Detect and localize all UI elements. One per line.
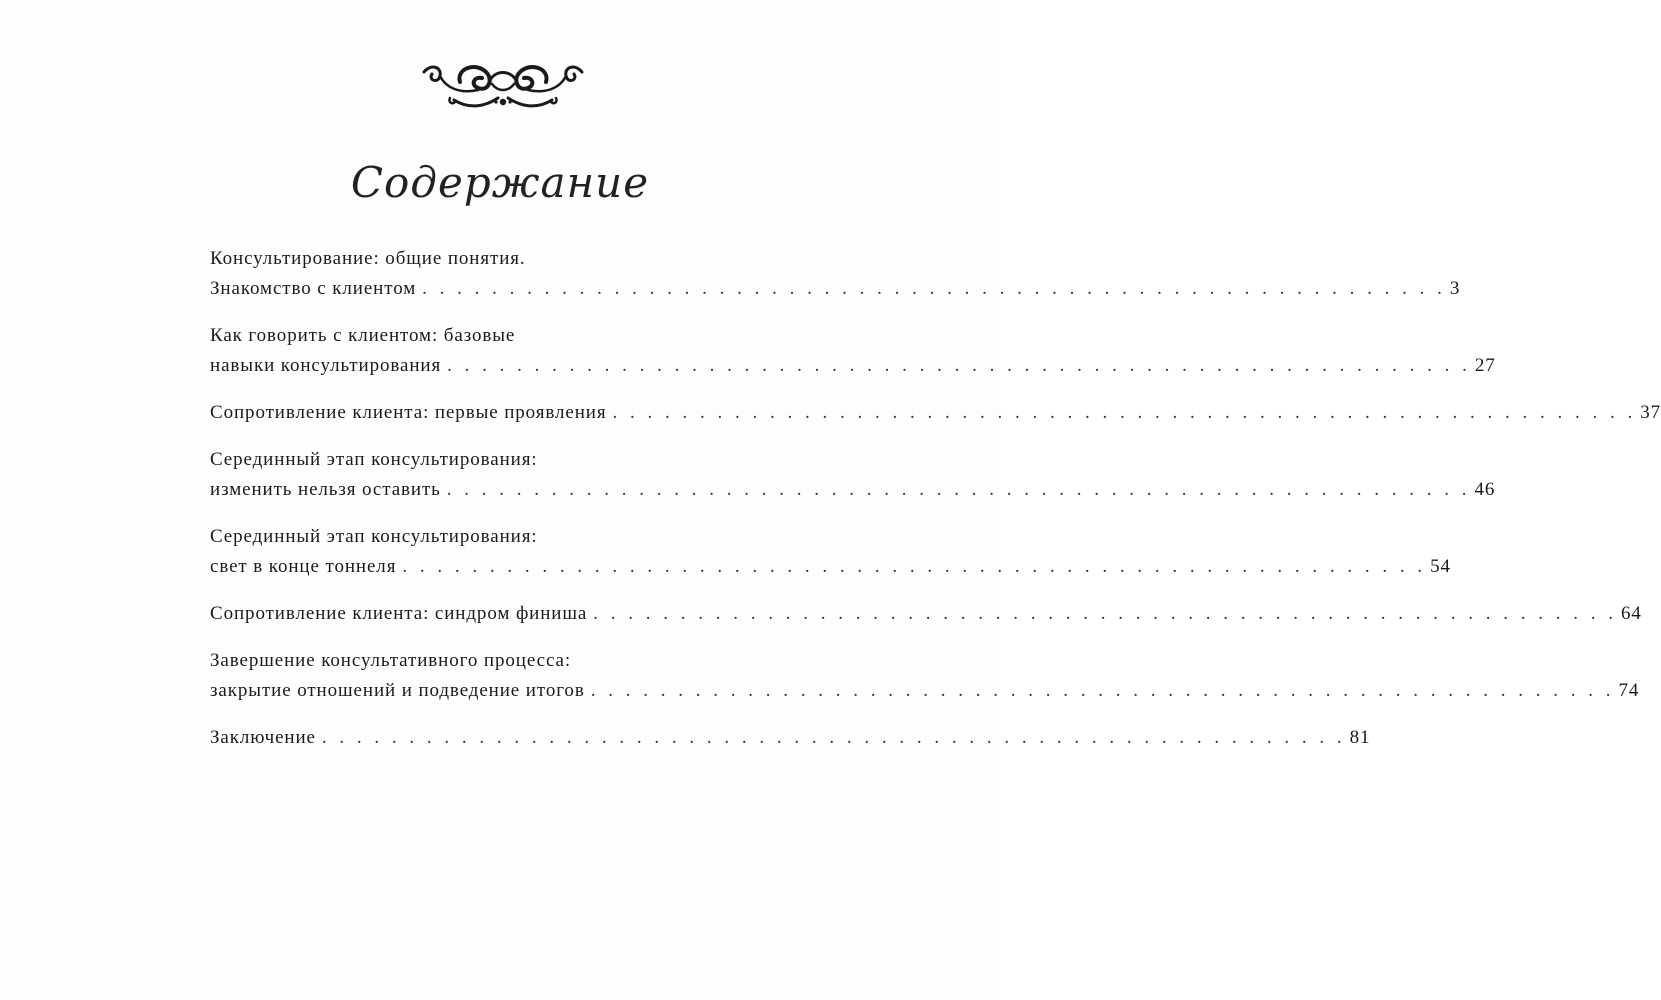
toc-entry-title-line: Сопротивление клиента: первые проявления [210, 402, 607, 423]
toc-entry[interactable] [210, 646, 1640, 706]
toc-entry-title-line: навыки консультирования [210, 355, 442, 376]
toc-entry-title-line: Знакомство с клиентом [210, 278, 417, 299]
toc-page-number: 64 [1620, 603, 1642, 624]
dot-leader: . . . . . . . . . . . . . . . . . . . . . . . . . . . . . . . . . . . . . . . . . . . . . . . . . . . . . . . . . . . [321, 727, 1346, 748]
toc-entry[interactable] [210, 522, 1451, 582]
dot-leader: . . . . . . . . . . . . . . . . . . . . . . . . . . . . . . . . . . . . . . . . . . . . . . . . . . . . . . . . . . . [422, 278, 1446, 299]
toc-entry[interactable] [210, 599, 1642, 629]
toc-entry-last-line [210, 552, 1451, 582]
toc-entry-last-line [210, 723, 1371, 753]
toc-page-number: 27 [1474, 355, 1496, 376]
toc-entry-title-line: Заключение [210, 727, 316, 748]
toc-entry-title-line: изменить нельзя оставить [210, 479, 441, 500]
toc-entry-last-line [210, 475, 1496, 505]
toc-entry[interactable] [210, 445, 1496, 505]
toc-entry-last-line [210, 599, 1642, 629]
toc-entry-title-line: Как говорить с клиентом: базовые [210, 325, 516, 346]
toc-page-number: 81 [1349, 727, 1371, 748]
toc-entry-last-line [210, 351, 1496, 381]
toc-entry-last-line [210, 274, 1461, 304]
toc-entry[interactable] [210, 723, 1371, 753]
toc-entry-last-line [210, 398, 1661, 428]
toc-page-number: 37 [1640, 402, 1661, 423]
toc-entry-last-line [210, 676, 1640, 706]
dot-leader: . . . . . . . . . . . . . . . . . . . . . . . . . . . . . . . . . . . . . . . . . . . . . . . . . . . . . . . . . . . [402, 556, 1427, 577]
toc-entry[interactable] [210, 321, 1496, 381]
toc-page-number: 74 [1618, 680, 1640, 701]
toc-entry-title-line: Серединный этап консультирования: [210, 526, 538, 547]
toc-entry-title-line: Сопротивление клиента: синдром финиша [210, 603, 588, 624]
dot-leader: . . . . . . . . . . . . . . . . . . . . . . . . . . . . . . . . . . . . . . . . . . . . . . . . . . . . . . . . . . . [590, 680, 1615, 701]
table-of-contents [210, 244, 1661, 770]
toc-entry-title-line: закрытие отношений и подведение итогов [210, 680, 585, 701]
toc-page-number: 3 [1449, 278, 1461, 299]
page-title: Содержание [350, 158, 650, 207]
toc-entry[interactable] [210, 398, 1661, 428]
toc-entry-title-line: свет в конце тоннеля [210, 556, 397, 577]
decorative-ornament-icon [420, 58, 586, 114]
toc-entry[interactable] [210, 244, 1461, 304]
toc-page-number: 54 [1430, 556, 1451, 577]
toc-entry-title-line: Завершение консультативного процесса: [210, 650, 572, 671]
toc-entry-title-line: Серединный этап консультирования: [210, 449, 538, 470]
dot-leader: . . . . . . . . . . . . . . . . . . . . . . . . . . . . . . . . . . . . . . . . . . . . . . . . . . . . . . . . . . . [446, 479, 1471, 500]
dot-leader: . . . . . . . . . . . . . . . . . . . . . . . . . . . . . . . . . . . . . . . . . . . . . . . . . . . . . . . . . . . [612, 402, 1637, 423]
toc-entry-title-line: Консультирование: общие понятия. [210, 248, 526, 269]
dot-leader: . . . . . . . . . . . . . . . . . . . . . . . . . . . . . . . . . . . . . . . . . . . . . . . . . . . . . . . . . . . [447, 355, 1471, 376]
toc-page-number: 46 [1474, 479, 1496, 500]
dot-leader: . . . . . . . . . . . . . . . . . . . . . . . . . . . . . . . . . . . . . . . . . . . . . . . . . . . . . . . . . . . [593, 603, 1617, 624]
